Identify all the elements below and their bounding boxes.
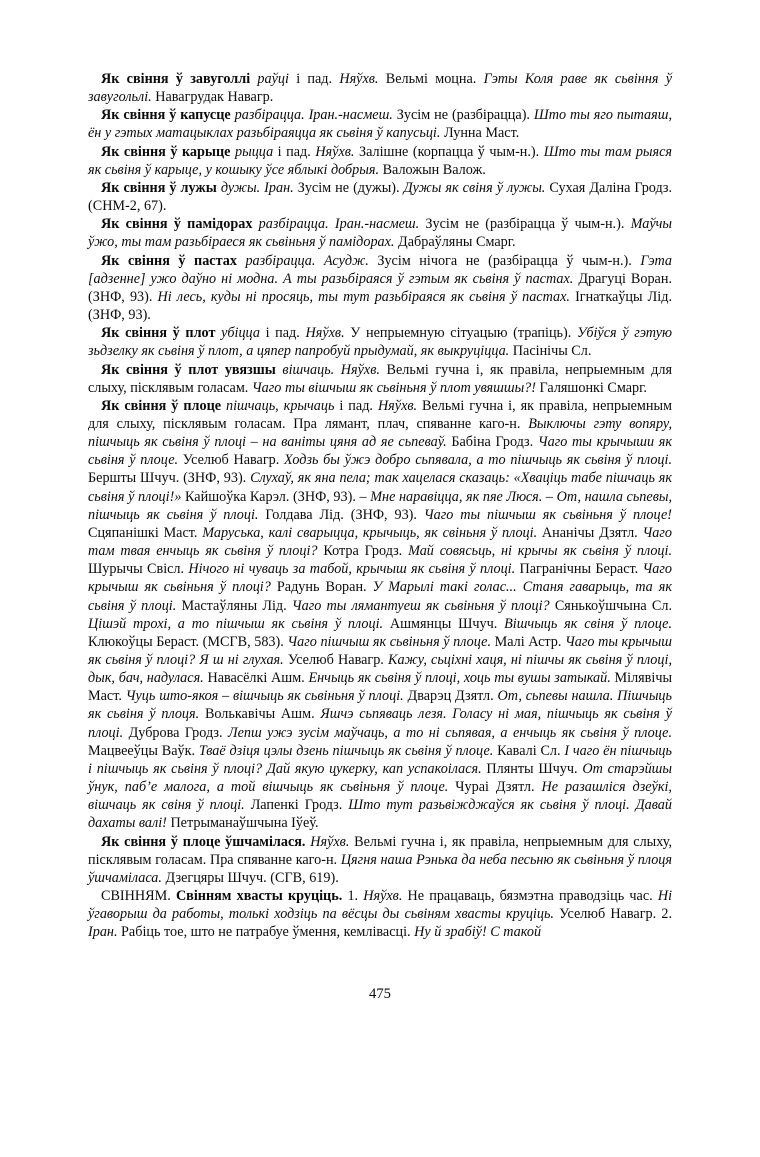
entry-quote: Убіўся ў гэтую зьдзелку як сьвіня ў плот, а цяпер папробуй прыдумай, як выкруціцца.: [88, 325, 672, 360]
entry-source: Ананічы Дзятл.: [537, 524, 643, 541]
entry-quote: Тваё дзіця цэлы дзень пішчыць як сьвіня ў плоце.: [198, 742, 494, 759]
entry-quote: Што ты там рыяся як сьвіня ў карыце, у кошыку ўсе яблыкі добрыя.: [88, 143, 673, 178]
entry-quote: І чаго ён пішчыць і пішчыць як сьвіня ў плоці? Дай якую цукерку, кап успакоілася.: [88, 742, 672, 777]
entry-quote: Гэта [адзенне] ужо даўно ні модна. А ты разьбіраяся ў гэтым як сьвіня ў пастах.: [88, 252, 672, 287]
entry-usage-marker: Іран.: [88, 924, 118, 941]
entry-quote: Цягня наша Рэнька да неба песьню як сьвіньня ў плоця ўшчаміласа.: [88, 851, 673, 886]
entry-definition: Не працаваць, бязмэтна праводзіць час.: [402, 888, 658, 905]
entry-definition: У непрыемную сітуацыю (трапіць).: [344, 325, 577, 342]
entry-headword: Свінням хвасты круціць.: [175, 888, 343, 905]
entry-definition: Зусім не (дужы).: [293, 179, 404, 196]
entry-source: Кайшоўка Карэл. (ЗНФ, 93).: [181, 488, 360, 505]
entry-definition: Вельмі гучна і, як правіла, непрыемным для слыху, пісклявым голасам.: [88, 361, 673, 396]
entry-collocate: разбірацца.: [258, 216, 329, 233]
entry-headword: Як свіння ў завуголлі: [101, 71, 251, 87]
entry-collocate: пішчаць, крычаць: [226, 397, 335, 414]
entry-collocate: убіцца: [221, 325, 260, 342]
entry-quote: Чаго там твая енчыць як сьвіня ў плоці?: [88, 524, 672, 560]
entry-source: Мастаўляны Лід.: [176, 597, 292, 614]
entry-quote: Ходзь бы ўжэ добро сьпявала, а то пішчыць як сьвіня ў плоці.: [284, 452, 672, 469]
dictionary-entry: [88, 361, 672, 397]
entry-plain: і пад.: [334, 397, 378, 414]
dictionary-entry: [88, 833, 672, 887]
entry-usage-marker: Іран.: [264, 179, 294, 196]
entry-plain: і пад.: [259, 325, 306, 342]
entry-plain: і пад.: [288, 71, 340, 87]
entry-source: Чураі Дзятл.: [448, 779, 542, 796]
entry-quote: Маўчы ўжо, ты там разьбіраеся як сьвіньня ў памідорах.: [88, 216, 673, 251]
entry-source: Ігнаткаўцы Лід. (ЗНФ, 93).: [88, 288, 672, 324]
entry-sense-number: 2.: [661, 906, 672, 923]
entry-collocate: разбірацца.: [234, 107, 305, 124]
entry-collocate: вішчаць.: [282, 361, 335, 378]
entry-quote: У Марылі такі голас... Станя гаварыць, та як сьвіня ў плоці.: [88, 579, 672, 614]
entry-definition: Вельмі гучна і, як правіла, непрыемным для слыху, пісклявым голасам. Пра спяванне каго-н.: [88, 833, 672, 868]
entry-quote: Май совясьць, ні крычы як сьвіня ў плоці.: [408, 543, 672, 560]
entry-quote: От старэйшы ўнук, паб’е малога, а той вішчыць як сьвіньня ў плоце.: [88, 760, 672, 796]
entry-quote: Лепш ужэ зусім маўчаць, а то ні сьпявая, а енчыць як сьвіня ў плоце.: [227, 724, 672, 741]
entry-source: Драгуці Воран. (ЗНФ, 93).: [88, 270, 672, 305]
entry-source: Кавалі Сл.: [493, 742, 565, 759]
entry-source: Мілявічы Маст.: [88, 670, 672, 705]
entry-source: Радунь Воран.: [270, 579, 373, 596]
entry-quote: Кажу, сьціхні хаця, ні пішчы як сьвіня ў плоці, дык, бач, надулася.: [88, 652, 672, 687]
entry-quote: Што тут разьвіжджаўся як сьвіня ў плоці. Давай дахаты валі!: [88, 797, 672, 832]
entry-quote: Чуць што-якоя – вішчыць як сьвіньня ў плоці.: [125, 688, 404, 705]
entry-source: Сцяпанішкі Маст.: [88, 524, 203, 541]
page-text-column: [88, 70, 672, 942]
entry-usage-marker: Няўхв.: [310, 833, 350, 850]
dictionary-entry: [88, 215, 672, 251]
entry-headword: Як свіння ў памідорах: [101, 216, 253, 233]
entry-source: Галяшонкі Смарг.: [536, 379, 647, 396]
entry-usage-marker: Няўхв.: [377, 397, 418, 414]
dictionary-entry: [88, 143, 672, 179]
entry-source: Малі Астр.: [491, 633, 566, 650]
entry-definition: Вельмі гучна і, як правіла, непрыемным для слыху, пісклявым голасам. Пра лямант, плач, спяванне каго-н.: [88, 397, 672, 432]
entry-quote: Яшчэ сьпяваць лезя. Голасу ні мая, пішчыць як сьвіня ў плоці.: [88, 706, 672, 741]
entry-usage-marker: Няўхв.: [339, 71, 379, 87]
dictionary-entry: [88, 179, 672, 215]
entry-quote: Дужы як свіня ў лужы.: [403, 179, 546, 196]
entry-usage-marker: Асудж.: [323, 252, 369, 269]
entry-source: Котра Гродз.: [317, 543, 409, 560]
entry-source: Шурычы Свісл.: [88, 561, 189, 578]
entry-quote: Выключы гэту вопяру, пішчыць як сьвіня ў плоці – на ваніты цяня ад яе сьпеваў.: [88, 415, 672, 451]
entry-source: Волькавічы Ашм.: [199, 706, 321, 723]
entry-definition: Залішне (корпацца ў чым-н.).: [354, 143, 544, 160]
entry-quote: Нічого ні чуваць за табой, крычыш як сьвіня ў плоці.: [188, 561, 516, 578]
entry-source: Пасінічы Сл.: [509, 343, 592, 360]
entry-headword: Як свіння ў пастах: [101, 252, 237, 269]
entry-source: Лунна Маст.: [440, 125, 520, 142]
entry-quote: Ну й зрабіў! С такой: [414, 924, 542, 941]
entry-lemma: СВІННЯМ.: [101, 888, 171, 905]
entry-headword: Як свіння ў плот: [101, 325, 216, 342]
entry-source: Дабраўляны Смарг.: [394, 234, 516, 251]
entry-source: Дзегцяры Шчуч. (СГВ, 619).: [161, 869, 339, 886]
entry-collocate: рыцца: [235, 143, 274, 160]
entry-quote: Чаго пішчыш як сьвіньня ў плоце.: [287, 633, 491, 650]
entry-quote: Чаго ты пішчыш як сьвіньня ў плоце!: [423, 506, 672, 523]
entry-source: Петрыманаўшчына Іўеў.: [166, 815, 319, 832]
entry-source: Бершты Шчуч. (ЗНФ, 93).: [88, 470, 251, 487]
entry-collocate: дужы.: [220, 179, 261, 196]
dictionary-entry: [88, 106, 672, 142]
entry-citation-list: [88, 416, 672, 831]
entry-definition: Зусім не (разбірацца ў чым-н.).: [419, 216, 631, 233]
entry-source: Сухая Даліна Гродз. (СНМ-2, 67).: [88, 179, 673, 215]
entry-source: Навасёлкі Ашм.: [203, 670, 309, 687]
entry-sense-number: 1.: [342, 888, 364, 905]
entry-source: Дуброва Гродз.: [123, 724, 228, 741]
entry-source: Сянькоўшчына Сл.: [549, 597, 672, 614]
entry-usage-marker: Іран.-насмеш.: [334, 216, 420, 233]
entry-plain: і пад.: [273, 143, 316, 160]
entry-quote: Енчыць як сьвіня ў плоці, хоць ты вушы затыкай.: [308, 670, 611, 687]
entry-source: Пагранічны Бераст.: [515, 561, 643, 578]
entry-headword: Як свіння ў плот увязшы: [101, 361, 276, 378]
entry-quote: От, сьпевы нашла. Пішчыць як сьвіня ў плоця.: [88, 688, 672, 723]
entry-quote: Чаго крычыш як сьвіньня ў плоці?: [88, 561, 673, 596]
entry-quote: Ні ўгаворыш да работы, толькі ходзіць па вёсцы ды сьвіням хвасты круціць.: [88, 888, 673, 923]
entry-source: Лапенкі Гродз.: [244, 797, 349, 814]
entry-collocate: раўці: [257, 71, 289, 87]
entry-source: Бабіна Гродз.: [446, 434, 538, 451]
entry-source: Навагрудак Навагр.: [151, 89, 274, 106]
entry-quote: Ні лесь, куды ні просяць, ты тут разьбіраяся як сьвіня ў пастах.: [157, 288, 570, 305]
entry-source: Плянты Шчуч.: [481, 760, 583, 777]
dictionary-entry: [88, 252, 672, 325]
entry-usage-marker: Іран.-насмеш.: [308, 107, 393, 124]
dictionary-entry: [88, 887, 672, 941]
entry-source: Уселюб Навагр.: [553, 906, 662, 923]
entry-definition: Рабіць тое, што не патрабуе ўмення, кемлівасці.: [117, 924, 415, 941]
entry-usage-marker: Няўхв.: [315, 143, 355, 160]
entry-headword: Як свіння ў лужы: [101, 179, 217, 196]
entry-source: Дварэц Дзятл.: [403, 688, 498, 705]
entry-headword: Як свіння ў плоце ўшчамілася.: [101, 833, 306, 850]
dictionary-entry: [88, 324, 672, 360]
entry-quote: Вішчыць як свіня ў плоце.: [504, 615, 672, 632]
entry-definition: Зусім не (разбірацца).: [392, 107, 534, 124]
entry-source: Ашмянцы Шчуч.: [383, 615, 505, 632]
entry-quote: Гэты Коля раве як сьвіння ў завугольлі.: [88, 71, 673, 106]
entry-quote: Слухаў, як яна пела; так хацелася сказаць: «Хваціць табе пішчаць як сьвіня ў плоці!»: [88, 470, 672, 505]
entry-source: Клюкоўцы Бераст. (МСГВ, 583).: [88, 633, 288, 650]
entry-headword: Як свіння ў капусце: [101, 107, 231, 124]
entry-source: Уселюб Навагр.: [283, 652, 389, 668]
entry-quote: Не разашліся дзеўкі, вішчаць як свіня ў плоці.: [88, 779, 672, 814]
entry-usage-marker: Няўхв.: [305, 325, 345, 342]
dictionary-entry: [88, 70, 672, 106]
entry-collocate: разбірацца.: [245, 252, 316, 269]
entry-quote: – Мне наравіцца, як пяе Люся. – От, нашла сьпевы, пішчыць як сьвіня ў плоці.: [88, 488, 673, 523]
entry-quote: Чаго ты крычыш як сьвіня ў плоці? Я ш ні глухая.: [88, 633, 672, 668]
entry-usage-marker: Няўхв.: [340, 361, 380, 378]
entry-quote: Чаго ты лямантуеш як сьвіньня ў плоці?: [291, 597, 550, 614]
entry-source: Валожын Валож.: [379, 161, 486, 178]
entry-quote: Цішэй трохі, а то пішчыш як сьвіня ў плоці.: [88, 615, 384, 632]
entry-headword: Як свіння ў плоце: [101, 397, 222, 414]
entry-source: Голдава Лід. (ЗНФ, 93).: [258, 506, 424, 523]
dictionary-entry: [88, 397, 672, 833]
entry-quote: Чаго ты крычыши як сьвіня ў плоце.: [88, 434, 672, 469]
entry-definition: Зусім нічога не (разбірацца ў чым-н.).: [368, 252, 641, 269]
entry-quote: Чаго ты вішчыш як сьвіньня ў плот увяшшы?!: [251, 379, 536, 396]
entry-quote: Маруська, калі сварыцца, крычыць, як свіньня ў плоці.: [202, 524, 538, 541]
entry-usage-marker: Няўхв.: [363, 888, 403, 905]
page-number: 475: [369, 986, 391, 1002]
entry-headword: Як свіння ў карыце: [101, 143, 231, 160]
entry-quote: Што ты яго пытаяш, ён у гэтых матацыклах разьбіраяцца як сьвіня ў капусьці.: [88, 107, 672, 142]
entry-source: Уселюб Навагр.: [178, 452, 284, 469]
entry-source: Мацвееўцы Ваўк.: [88, 742, 199, 759]
entry-definition: Вельмі моцна.: [378, 71, 484, 87]
